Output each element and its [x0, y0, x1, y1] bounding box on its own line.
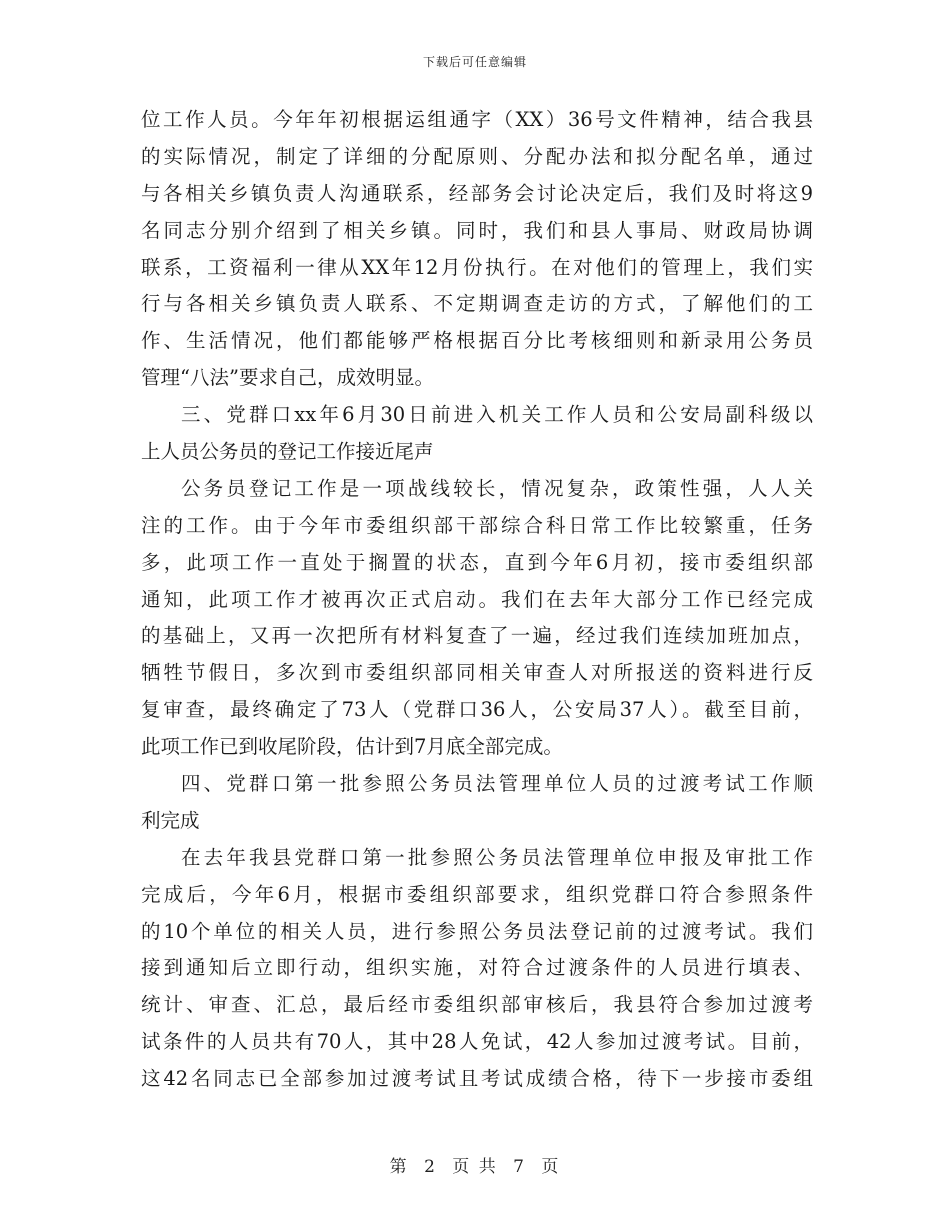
text-line: 这42名同志已全部参加过渡考试且考试成绩合格，待下一步接市委组: [141, 1067, 813, 1091]
text-line: 作、生活情况，他们都能够严格根据百分比考核细则和新录用公务员: [141, 329, 813, 353]
text-line: 与各相关乡镇负责人沟通联系，经部务会讨论决定后，我们及时将这9: [141, 181, 813, 205]
footer-prefix: 第: [389, 1157, 409, 1177]
text-line: 利完成: [141, 808, 200, 832]
text-line: 上人员公务员的登记工作接近尾声: [141, 440, 434, 464]
text-line: 的10个单位的相关人员，进行参照公务员法登记前的过渡考试。我们: [141, 919, 813, 943]
text-line: 的基础上，又再一次把所有材料复查了一遍，经过我们连续加班加点，: [141, 624, 813, 648]
page-header: 下载后可任意编辑: [422, 55, 527, 69]
footer-total-pages: 7: [513, 1157, 526, 1177]
text-line: 行与各相关乡镇负责人联系、不定期调查走访的方式，了解他们的工: [141, 292, 813, 316]
text-line: 接到通知后立即行动，组织实施，对符合过渡条件的人员进行填表、: [141, 956, 813, 980]
document-body: [141, 102, 813, 1098]
text-line: 试条件的人员共有70人，其中28人免试，42人参加过渡考试。目前，: [141, 1030, 813, 1054]
text-line: 联系，工资福利一律从XX年12月份执行。在对他们的管理上，我们实: [141, 255, 813, 279]
text-line: 位工作人员。今年年初根据运组通字（XX）36号文件精神，结合我县: [141, 108, 813, 131]
text-line: 三、党群口xx年6月30日前进入机关工作人员和公安局副科级以: [181, 403, 813, 427]
text-line: 统计、审查、汇总，最后经市委组织部审核后，我县符合参加过渡考: [141, 993, 813, 1017]
footer-middle: 页 共: [452, 1157, 498, 1177]
text-line: 多，此项工作一直处于搁置的状态，直到今年6月初，接市委组织部: [141, 550, 813, 574]
text-line: 通知，此项工作才被再次正式启动。我们在去年大部分工作已经完成: [141, 587, 813, 611]
text-line: 管理“八法”要求自己，成效明显。: [141, 366, 434, 390]
text-line: 的实际情况，制定了详细的分配原则、分配办法和拟分配名单，通过: [141, 144, 813, 168]
page-footer: [0, 1152, 950, 1177]
text-line: 此项工作已到收尾阶段，估计到7月底全部完成。: [141, 735, 563, 759]
text-line: 在去年我县党群口第一批参照公务员法管理单位申报及审批工作: [181, 845, 813, 869]
text-line: 公务员登记工作是一项战线较长，情况复杂，政策性强，人人关: [181, 476, 813, 500]
footer-suffix: 页: [541, 1157, 561, 1177]
text-line: 牺牲节假日，多次到市委组织部同相关审查人对所报送的资料进行反: [141, 661, 813, 685]
text-line: 完成后，今年6月，根据市委组织部要求，组织党群口符合参照条件: [141, 882, 813, 906]
text-line: 复审查，最终确定了73人（党群口36人，公安局37人）。截至目前，: [141, 698, 813, 722]
footer-current-page: 2: [424, 1157, 437, 1177]
text-line: 名同志分别介绍到了相关乡镇。同时，我们和县人事局、财政局协调: [141, 218, 813, 242]
text-line: 四、党群口第一批参照公务员法管理单位人员的过渡考试工作顺: [181, 772, 813, 796]
text-line: 注的工作。由于今年市委组织部干部综合科日常工作比较繁重，任务: [141, 513, 813, 537]
